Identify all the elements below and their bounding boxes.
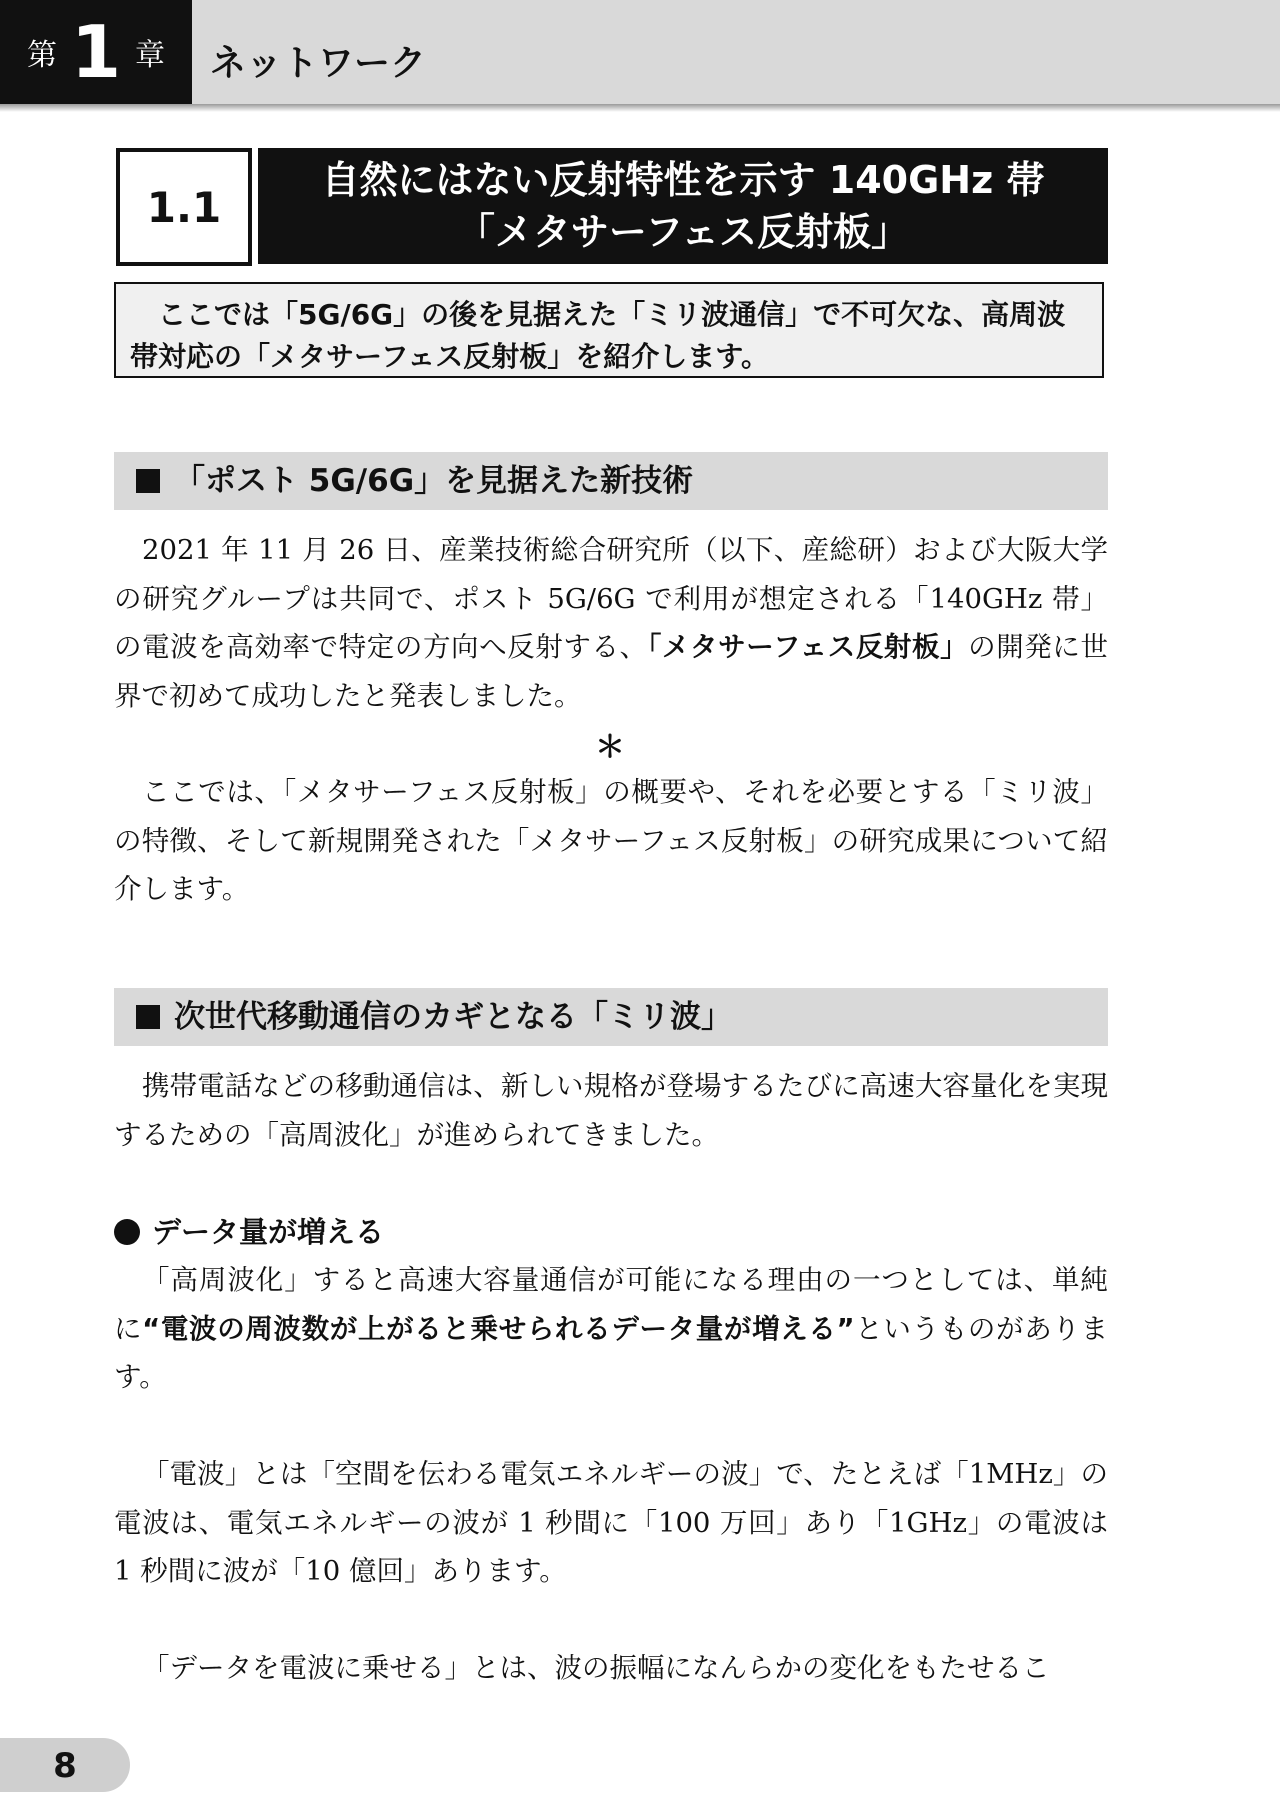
square-bullet-icon (136, 1005, 160, 1029)
paragraph-announcement (114, 526, 1108, 720)
paragraph-overview: ここでは、「メタサーフェス反射板」の概要や、それを必要とする「ミリ波」の特徴、そして新規開発された「メタサーフェス反射板」の研究成果について紹介します。 (114, 776, 1108, 905)
heading-millimeter-wave-text: 次世代移動通信のカギとなる「ミリ波」 (174, 999, 732, 1035)
circle-bullet-icon (114, 1219, 140, 1245)
chapter-badge (0, 0, 192, 104)
chapter-suffix: 章 (135, 38, 166, 73)
section-number: 1.1 (146, 182, 222, 232)
paragraph-data-reason-bold: “電波の周波数が上がると乗せられるデータ量が増える” (142, 1312, 855, 1345)
heading-post-5g-text: 「ポスト 5G/6G」を見据えた新技術 (174, 463, 694, 499)
paragraph-data-reason-text-b: というものがあります。 (114, 1312, 1108, 1393)
section-title-line2: 「メタサーフェス反射板」 (456, 210, 910, 254)
heading-post-5g (114, 452, 1108, 510)
paragraph-data-reason-text-a: 「高周波化」すると高速大容量通信が可能になる理由の一つとしては、単純に (114, 1264, 1108, 1345)
subheading-data-volume (114, 1210, 384, 1254)
page-number: 8 (53, 1746, 77, 1786)
chapter-number: 1 (70, 10, 122, 94)
section-title (258, 148, 1108, 264)
paragraph-announcement-text-b: の開発に世界で初めて成功したと発表しました。 (114, 631, 1109, 712)
asterisk-separator: ＊ (595, 730, 625, 765)
paragraph-data-reason (114, 1256, 1108, 1402)
subheading-data-volume-text: データ量が増える (152, 1215, 385, 1249)
paragraph-announcement-bold: 「メタサーフェス反射板」 (647, 631, 969, 663)
paragraph-data-on-wave: 「データを電波に乗せる」とは、波の振幅になんらかの変化をもたせるこ (142, 1652, 1050, 1684)
intro-text: ここでは「5G/6G」の後を見据えた「ミリ波通信」で不可欠な、高周波帯対応の「メタサーフェス反射板」を紹介します。 (130, 298, 1066, 373)
section-title-line1: 自然にはない反射特性を示す 140GHz 帯 (321, 158, 1045, 202)
paragraph-announcement-text-a: 2021 年 11 月 26 日、産業技術総合研究所（以下、産総研）および大阪大学の研究グループは共同で、ポスト 5G/6G で利用が想定される「140GHz 帯」の電波を高効率で特定の方向へ反射する、 (114, 534, 1108, 663)
heading-millimeter-wave (114, 988, 1108, 1046)
chapter-header-shadow (0, 104, 1280, 112)
paragraph-high-frequency: 携帯電話などの移動通信は、新しい規格が登場するたびに高速大容量化を実現するための「高周波化」が進められてきました。 (114, 1070, 1108, 1151)
section-number-box (116, 148, 252, 266)
chapter-header-bar (0, 0, 1280, 104)
chapter-title: ネットワーク (210, 43, 427, 84)
square-bullet-icon (136, 469, 160, 493)
intro-box (114, 282, 1104, 378)
chapter-prefix: 第 (26, 38, 57, 73)
paragraph-radio-wave: 「電波」とは「空間を伝わる電気エネルギーの波」で、たとえば「1MHz」の電波は、電気エネルギーの波が 1 秒間に「100 万回」あり「1GHz」の電波は 1 秒間に波が「10 億回」あります。 (114, 1458, 1108, 1587)
